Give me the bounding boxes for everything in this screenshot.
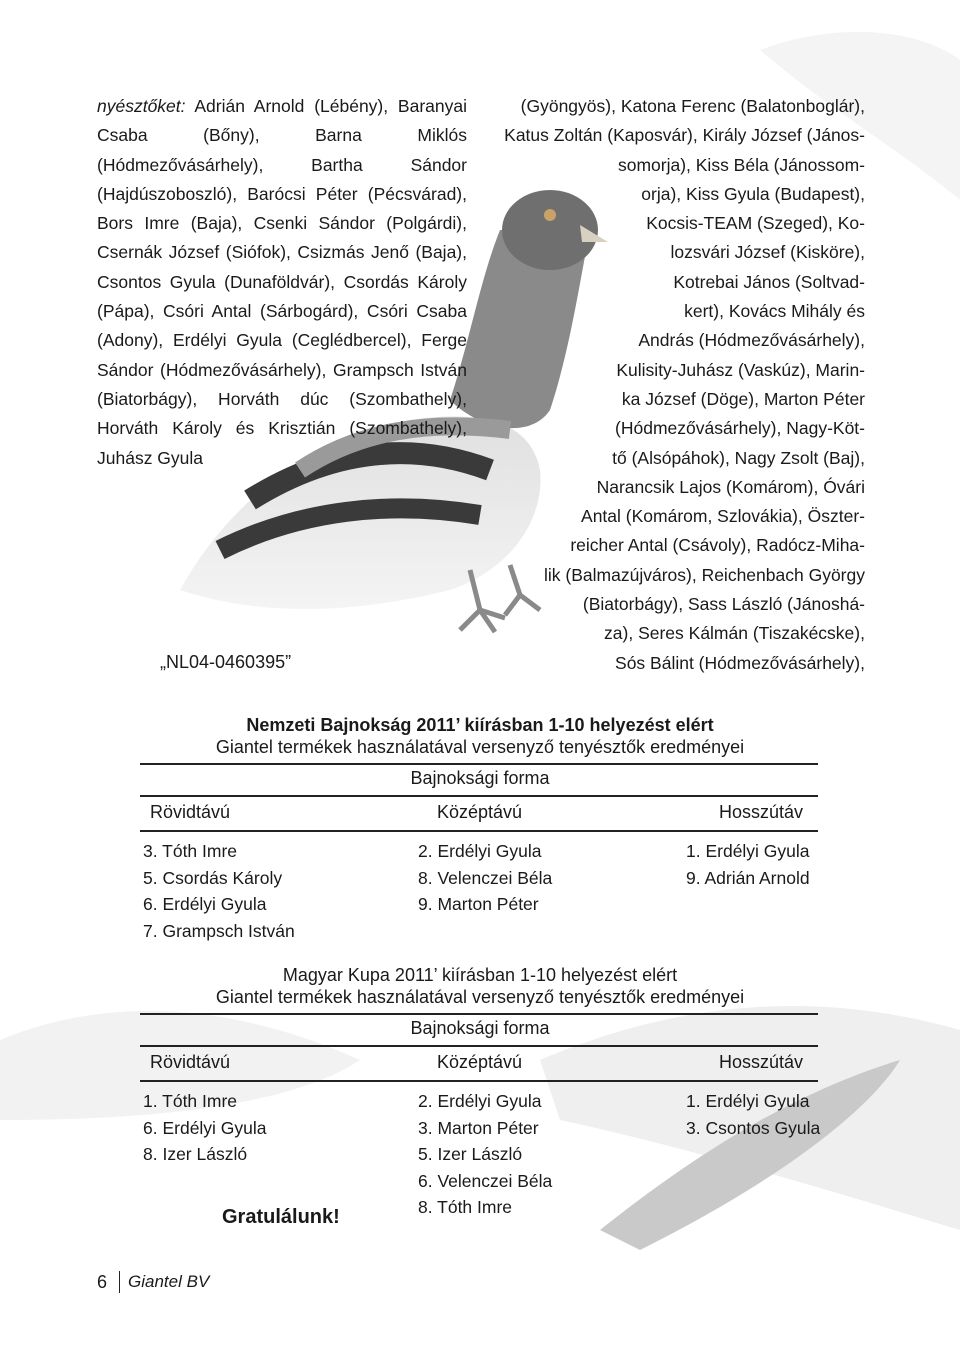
brand-logo-text: Giantel BV (128, 1272, 210, 1291)
breeders-line: tő (Alsópáhok), Nagy Zsolt (Baj), (612, 447, 865, 468)
result-entry: 9. Adrián Arnold (686, 867, 810, 888)
result-entry: 7. Grampsch István (143, 920, 295, 941)
divider (140, 1013, 818, 1015)
divider (140, 830, 818, 832)
result-entry: 6. Erdélyi Gyula (143, 1117, 267, 1138)
section2-header (140, 964, 820, 1008)
section1-col-long: Hosszútáv (719, 802, 804, 822)
result-entry: 5. Izer László (418, 1144, 523, 1164)
page-footer (97, 1271, 209, 1293)
footer-divider (119, 1271, 120, 1293)
result-entry: 8. Izer László (143, 1144, 248, 1164)
section2-col-mid: Középtávú (437, 1052, 523, 1072)
section2-subtitle: Giantel termékek használatával versenyző tenyésztők eredményei (215, 987, 745, 1007)
result-entry: 2. Erdélyi Gyula (418, 841, 542, 861)
breeders-line: lik (Balmazújváros), Reichenbach György (544, 564, 865, 585)
result-entry: 1. Tóth Imre (143, 1091, 238, 1111)
result-entry: 5. Csordás Károly (143, 867, 283, 888)
breeders-line: (Gyöngyös), Katona Ferenc (Balatonboglár), (520, 96, 865, 116)
section1-mid-list (418, 838, 552, 918)
divider (140, 1080, 818, 1082)
section1-form-label: Bajnoksági forma (410, 768, 550, 788)
result-entry: 3. Marton Péter (418, 1117, 539, 1138)
breeders-line: Kulisity-Juhász (Vaskúz), Marin- (616, 359, 865, 380)
breeders-line: Kocsis-TEAM (Szeged), Ko- (646, 213, 865, 234)
section1-header (140, 714, 820, 758)
breeders-line: ka József (Döge), Marton Péter (621, 388, 865, 409)
breeders-line: lozsvári József (Kisköre), (670, 242, 865, 263)
breeders-text-left: Adrián Arnold (Lébény), Baranyai Csaba (Bőny), Barna Miklós (Hódmezővásárhely), Bartha Sándor (Hajdúszoboszló), Barócsi Péter (Pécsvárad), Bors Imre (Baja), Csenki Sándor (Polgárdi), Csernák József (Siófok), Csizmás Jenő (Baja), Csontos Gyula (Dunaföldvár), Csordás Károly (Pápa), Csóri Antal (Sárbogárd), Csóri Csaba (Adony), Erdélyi Gyula (Ceglédbercel), Ferge Sándor (Hódmezővásárhely), Grampsch István (Biatorbágy), Horváth dúc (Szombathely), Horváth Károly és Krisztián (Szombathely), Juhász Gyula (97, 96, 467, 468)
section2-title: Magyar Kupa 2011’ kiírásban 1-10 helyezést elért (282, 965, 678, 985)
result-entry: 6. Velenczei Béla (418, 1170, 553, 1191)
breeders-line: Kotrebai János (Soltvad- (673, 271, 865, 292)
section2-col-short: Rövidtávú (150, 1052, 231, 1072)
breeders-line: orja), Kiss Gyula (Budapest), (641, 183, 865, 204)
result-entry: 1. Erdélyi Gyula (686, 1091, 810, 1111)
section2-col-long: Hosszútáv (719, 1052, 804, 1072)
breeders-line: Narancsik Lajos (Komárom), Óvári (596, 476, 865, 497)
section2-short-list (143, 1088, 267, 1168)
section1-subtitle: Giantel termékek használatával versenyző tenyésztők eredményei (215, 737, 745, 757)
lead-text: nyésztőket: (97, 96, 186, 116)
result-entry: 8. Tóth Imre (418, 1197, 513, 1217)
breeders-line: Antal (Komárom, Szlovákia), Öszter- (581, 506, 865, 527)
result-entry: 2. Erdélyi Gyula (418, 1091, 542, 1111)
breeders-line: za), Seres Kálmán (Tiszakécske), (604, 623, 865, 644)
section2-mid-list (418, 1088, 552, 1221)
breeders-line: reicher Antal (Csávoly), Radócz-Miha- (570, 535, 865, 556)
section1-col-mid: Középtávú (437, 802, 523, 822)
breeders-list-right (495, 92, 865, 678)
breeders-line: András (Hódmezővásárhely), (638, 330, 865, 351)
breeders-list-left (97, 92, 467, 473)
section2-long-list (686, 1088, 820, 1141)
divider (140, 763, 818, 765)
section1-title: Nemzeti Bajnokság 2011’ kiírásban 1-10 helyezést elért (246, 715, 714, 735)
result-entry: 3. Tóth Imre (143, 841, 238, 861)
breeders-line: kert), Kovács Mihály és (684, 301, 865, 322)
section1-short-list (143, 838, 295, 944)
breeders-line: (Hódmezővásárhely), Nagy-Köt- (615, 418, 865, 439)
congratulations-text: Gratulálunk! (222, 1206, 340, 1228)
breeders-line: Sós Bálint (Hódmezővásárhely), (615, 652, 865, 673)
breeders-line: somorja), Kiss Béla (Jánossom- (617, 154, 865, 175)
result-entry: 1. Erdélyi Gyula (686, 841, 810, 861)
section2-form-label: Bajnoksági forma (410, 1018, 550, 1038)
breeders-line: Katus Zoltán (Kaposvár), Király József (János- (504, 125, 865, 146)
result-entry: 8. Velenczei Béla (418, 867, 553, 888)
result-entry: 6. Erdélyi Gyula (143, 894, 267, 914)
result-entry: 9. Marton Péter (418, 894, 539, 914)
page-number: 6 (97, 1271, 108, 1292)
divider (140, 1045, 818, 1047)
breeders-line: (Biatorbágy), Sass László (Jánoshá- (582, 594, 865, 615)
section1-col-short: Rövidtávú (150, 802, 231, 822)
section1-long-list (686, 838, 810, 891)
photo-caption: „NL04-0460395” (160, 652, 292, 672)
result-entry: 3. Csontos Gyula (686, 1117, 821, 1138)
divider (140, 795, 818, 797)
